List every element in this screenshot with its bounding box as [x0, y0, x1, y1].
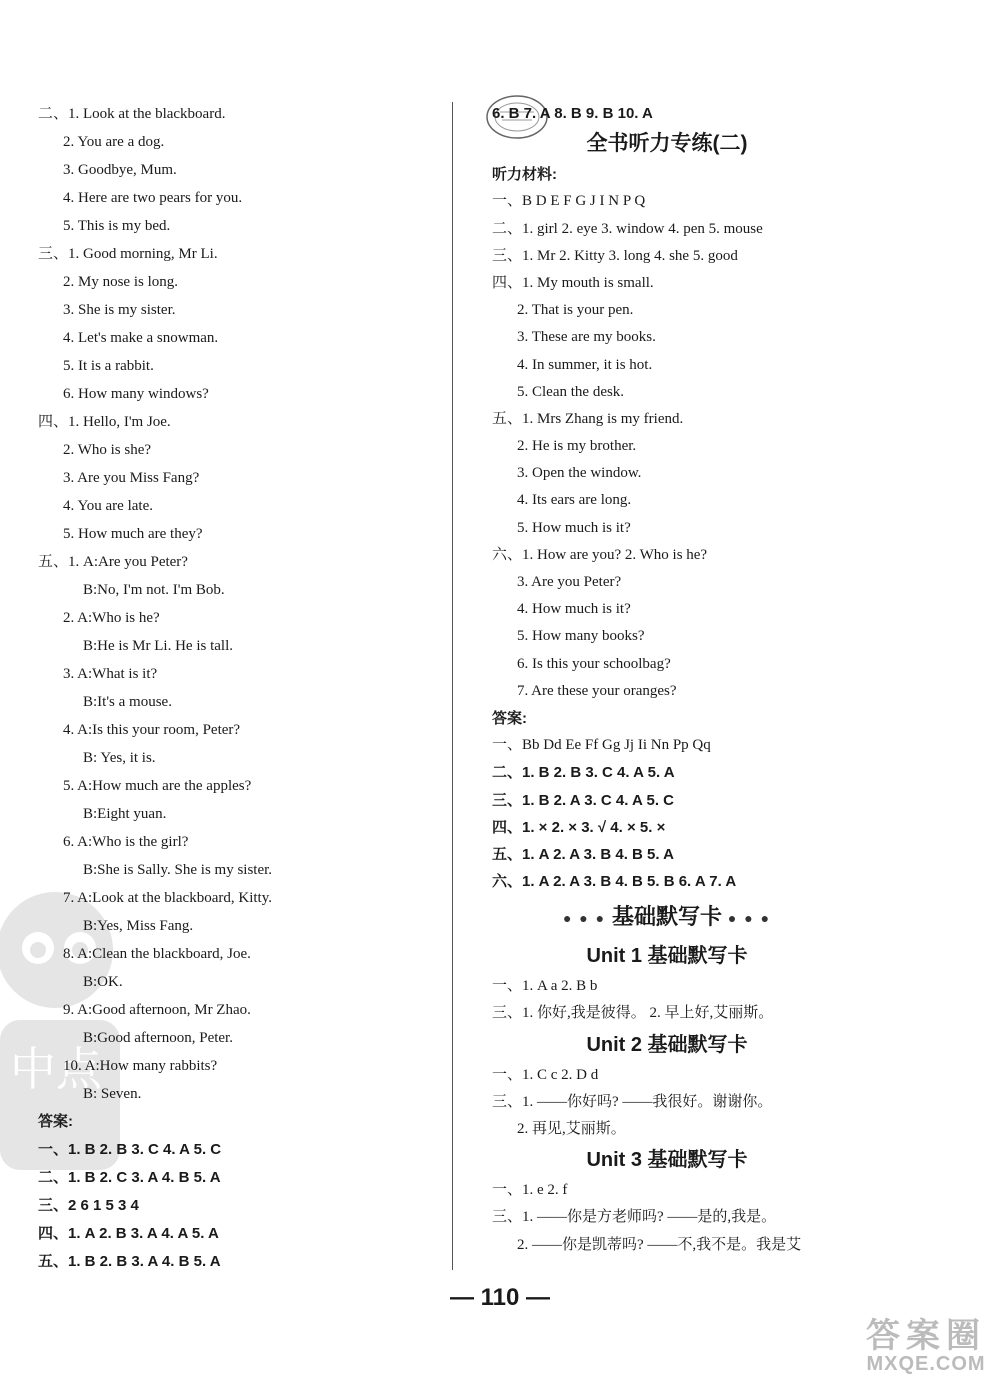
answer-line: 听力材料: [492, 166, 557, 184]
answer-line: 6. B 7. A 8. B 9. B 10. A [492, 105, 653, 122]
text-line: B:Eight yuan. [83, 806, 167, 822]
text-line: 2. Who is she? [63, 442, 152, 458]
text-line: B:He is Mr Li. He is tall. [83, 638, 233, 654]
text-line: 三、1. 你好,我是彼得。 2. 早上好,艾丽斯。 [492, 1005, 774, 1022]
text-line: 10. A:How many rabbits? [63, 1058, 218, 1074]
text-line: 三、1. ——你好吗? ——我很好。谢谢你。 [492, 1093, 773, 1110]
text-line: 三、1. ——你是方老师吗? ——是的,我是。 [492, 1209, 777, 1226]
text-line: B: Yes, it is. [83, 750, 156, 766]
answer-line: 四、1. A 2. B 3. A 4. A 5. A [38, 1225, 219, 1242]
text-line: 4. In summer, it is hot. [517, 356, 653, 373]
text-line: 5. This is my bed. [63, 218, 171, 234]
text-line: 二、1. girl 2. eye 3. window 4. pen 5. mouse [492, 220, 763, 237]
text-line: 5. Clean the desk. [517, 383, 625, 400]
dots-decoration-icon: ● ● ● [562, 910, 612, 927]
column-divider [452, 102, 453, 1270]
answer-line: 二、1. B 2. B 3. C 4. A 5. A [492, 764, 675, 782]
text-line: 2. That is your pen. [517, 302, 634, 319]
dots-decoration-icon: ● ● ● [722, 910, 772, 927]
text-line: 3. Open the window. [517, 465, 642, 482]
text-line: 5. How many books? [517, 628, 645, 645]
text-line: 一、1. C c 2. D d [492, 1066, 599, 1083]
text-line: 5. How much are they? [63, 526, 203, 542]
text-line: 5. It is a rabbit. [63, 358, 154, 374]
text-line: B: Seven. [83, 1086, 142, 1102]
answer-line: 答案: [492, 709, 527, 727]
text-line: 6. How many windows? [63, 386, 209, 402]
text-line: 二、1. Look at the blackboard. [38, 106, 226, 122]
answer-line: 二、1. B 2. C 3. A 4. B 5. A [38, 1169, 221, 1186]
answer-line: 六、1. A 2. A 3. B 4. B 5. B 6. A 7. A [492, 873, 737, 891]
text-line: 6. Is this your schoolbag? [517, 655, 671, 672]
text-line: 六、1. How are you? 2. Who is he? [492, 546, 708, 563]
text-line: 4. You are late. [63, 498, 153, 514]
text-line: 3. Goodbye, Mum. [63, 162, 177, 178]
text-line: 一、Bb Dd Ee Ff Gg Jj Ii Nn Pp Qq [492, 737, 711, 754]
answer-line: 三、1. B 2. A 3. C 4. A 5. C [492, 791, 674, 809]
answer-line: 五、1. B 2. B 3. A 4. B 5. A [38, 1253, 221, 1270]
watermark-logo [866, 1308, 986, 1376]
text-line: 7. Are these your oranges? [517, 682, 677, 699]
text-line: 2. 再见,艾丽斯。 [517, 1121, 626, 1137]
text-line: B:She is Sally. She is my sister. [83, 862, 273, 878]
text-line: 4. Let's make a snowman. [63, 330, 219, 346]
text-line: B:No, I'm not. I'm Bob. [83, 582, 225, 598]
answer-line: 一、1. B 2. B 3. C 4. A 5. C [38, 1141, 222, 1158]
mascot-lettering: 中点 [10, 1042, 102, 1096]
text-line: 一、1. A a 2. B b [492, 978, 598, 995]
text-line: B:It's a mouse. [83, 694, 172, 710]
text-line: 6. A:Who is the girl? [63, 834, 189, 850]
section-title: 全书听力专练(二) [586, 132, 748, 156]
text-line: B:OK. [83, 974, 123, 990]
text-line: 五、1. Mrs Zhang is my friend. [492, 410, 684, 427]
unit-title: Unit 2 基础默写卡 [586, 1033, 748, 1056]
page-number: — 110 — [449, 1284, 551, 1311]
text-line: 3. A:What is it? [63, 666, 158, 682]
text-line: B:Yes, Miss Fang. [83, 918, 194, 934]
text-line: 3. She is my sister. [63, 302, 176, 318]
text-line: 7. A:Look at the blackboard, Kitty. [63, 890, 272, 906]
text-line: 3. Are you Peter? [517, 574, 622, 590]
watermark-text-en: MXQE.COM [866, 1353, 986, 1375]
text-line: 四、1. Hello, I'm Joe. [38, 414, 171, 430]
text-line: 4. How much is it? [517, 601, 631, 618]
answer-line: 三、2 6 1 5 3 4 [38, 1197, 139, 1214]
text-line: 2. My nose is long. [63, 274, 179, 290]
left-column [38, 100, 438, 1276]
text-line: 2. A:Who is he? [63, 610, 160, 626]
text-line: 四、1. My mouth is small. [492, 274, 654, 291]
text-line: 五、1. A:Are you Peter? [38, 554, 188, 570]
answer-line: 答案: [38, 1113, 73, 1130]
text-line: 一、B D E F G J I N P Q [492, 193, 646, 210]
unit-title: Unit 1 基础默写卡 [586, 945, 748, 968]
answer-line: 四、1. × 2. × 3. √ 4. × 5. × [492, 818, 666, 836]
text-line: 2. ——你是凯蒂吗? ——不,我不是。我是艾 [517, 1236, 802, 1253]
text-line: 一、1. e 2. f [492, 1182, 568, 1199]
text-line: 2. He is my brother. [517, 438, 637, 455]
answer-line: 五、1. A 2. A 3. B 4. B 5. A [492, 845, 674, 863]
text-line: 4. A:Is this your room, Peter? [63, 722, 241, 738]
text-line: 5. How much is it? [517, 519, 631, 536]
text-line: B:Good afternoon, Peter. [83, 1030, 233, 1046]
unit-title: Unit 3 基础默写卡 [586, 1149, 748, 1172]
text-line: 5. A:How much are the apples? [63, 778, 252, 794]
text-line: 三、1. Mr 2. Kitty 3. long 4. she 5. good [492, 247, 738, 264]
section-banner [492, 895, 842, 939]
banner-title: 基础默写卡 [611, 904, 722, 930]
text-line: 3. These are my books. [517, 329, 656, 346]
text-line: 2. You are a dog. [63, 134, 165, 150]
text-line: 3. Are you Miss Fang? [63, 470, 200, 486]
text-line: 4. Here are two pears for you. [63, 190, 243, 206]
text-line: 9. A:Good afternoon, Mr Zhao. [63, 1002, 251, 1018]
text-line: 8. A:Clean the blackboard, Joe. [63, 946, 251, 962]
right-column [492, 100, 842, 1259]
text-line: 4. Its ears are long. [517, 492, 632, 509]
watermark-text-cn: 答案圈 [866, 1317, 986, 1355]
text-line: 三、1. Good morning, Mr Li. [38, 246, 218, 262]
